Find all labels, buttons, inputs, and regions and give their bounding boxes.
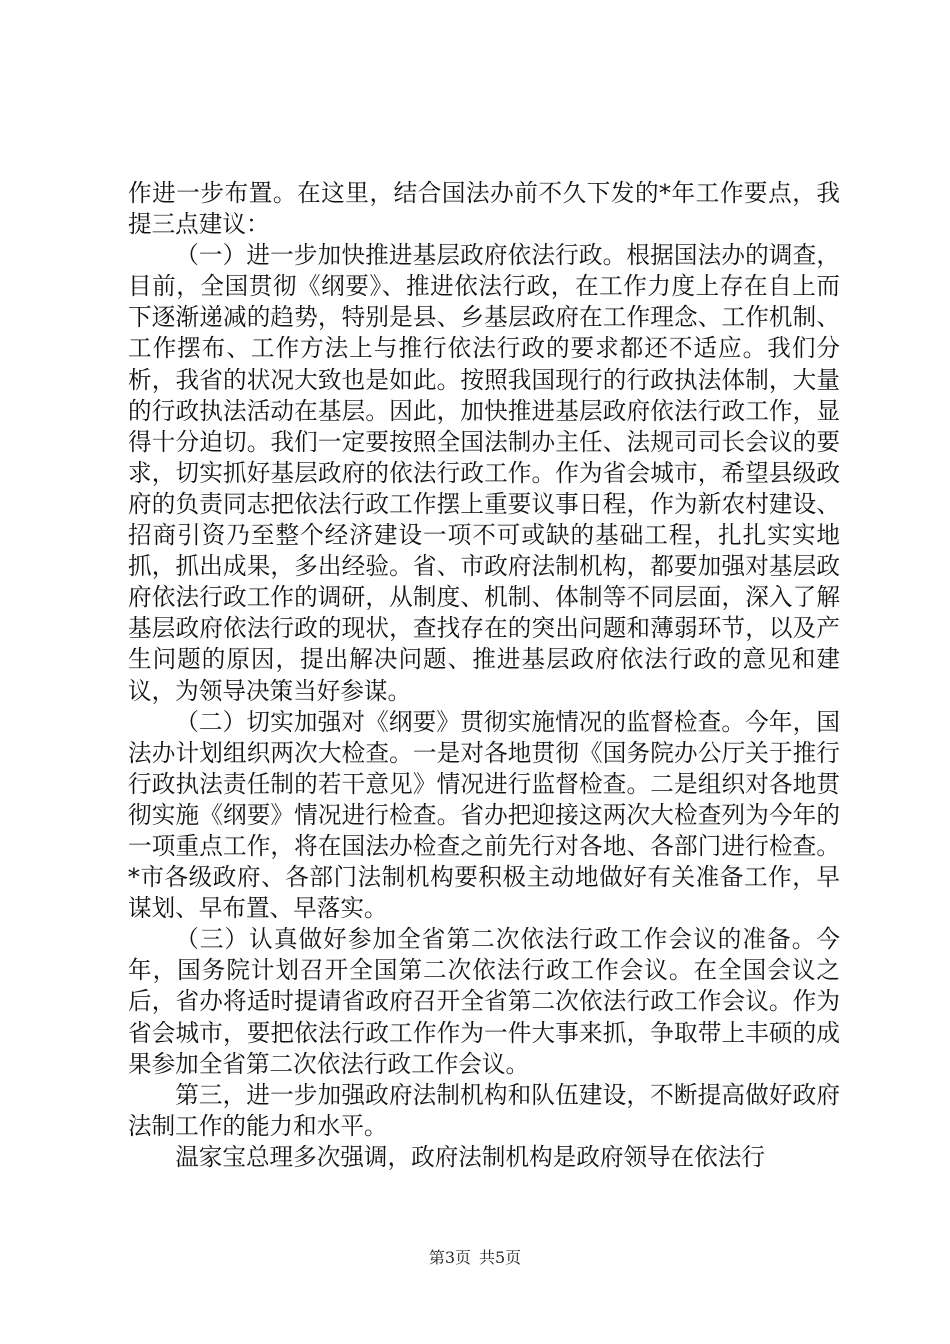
paragraph-intro: 作进一步布置。在这里，结合国法办前不久下发的*年工作要点，我提三点建议：: [128, 179, 840, 239]
paragraph-item-one: （一）进一步加快推进基层政府依法行政。根据国法办的调查，目前，全国贯彻《纲要》、推进依法行政，在工作力度上存在自上而下逐渐递减的趋势，特别是县、乡基层政府在工作理念、工作机制、工作摆布、工作方法上与推行依法行政的要求都还不适应。我们分析，我省的状况大致也是如此。按照我国现行的行政执法体制，大量的行政执法活动在基层。因此，加快推进基层政府依法行政工作，显得十分迫切。我们一定要按照全国法制办主任、法规司司长会议的要求，切实抓好基层政府的依法行政工作。作为省会城市，希望县级政府的负责同志把依法行政工作摆上重要议事日程，作为新农村建设、招商引资乃至整个经济建设一项不可或缺的基础工程，扎扎实实地抓，抓出成果，多出经验。省、市政府法制机构，都要加强对基层政府依法行政工作的调研，从制度、机制、体制等不同层面，深入了解基层政府依法行政的现状，查找存在的突出问题和薄弱环节，以及产生问题的原因，提出解决问题、推进基层政府依法行政的意见和建议，为领导决策当好参谋。: [128, 241, 840, 705]
paragraph-closing: 温家宝总理多次强调，政府法制机构是政府领导在依法行: [175, 1142, 766, 1171]
page-footer: [0, 1245, 950, 1268]
paragraph-item-two: （二）切实加强对《纲要》贯彻实施情况的监督检查。今年，国法办计划组织两次大检查。一是对各地贯彻《国务院办公厅关于推行行政执法责任制的若干意见》情况进行监督检查。二是组织对各地贯彻实施《纲要》情况进行检查。省办把迎接这两次大检查列为今年的一项重点工作，将在国法办检查之前先行对各地、各部门进行检查。*市各级政府、各部门法制机构要积极主动地做好有关准备工作，早谋划、早布置、早落实。: [128, 707, 840, 923]
paragraph-item-three: （三）认真做好参加全省第二次依法行政工作会议的准备。今年，国务院计划召开全国第二次依法行政工作会议。在全国会议之后，省办将适时提请省政府召开全省第二次依法行政工作会议。作为省会城市，要把依法行政工作作为一件大事来抓，争取带上丰硕的成果参加全省第二次依法行政工作会议。: [128, 925, 840, 1078]
page-total: 共5页: [479, 1248, 522, 1267]
page-number: 第3页: [428, 1248, 471, 1267]
document-body: [128, 178, 840, 1173]
paragraph-point-three: 第三，进一步加强政府法制机构和队伍建设，不断提高做好政府法制工作的能力和水平。: [128, 1080, 840, 1140]
